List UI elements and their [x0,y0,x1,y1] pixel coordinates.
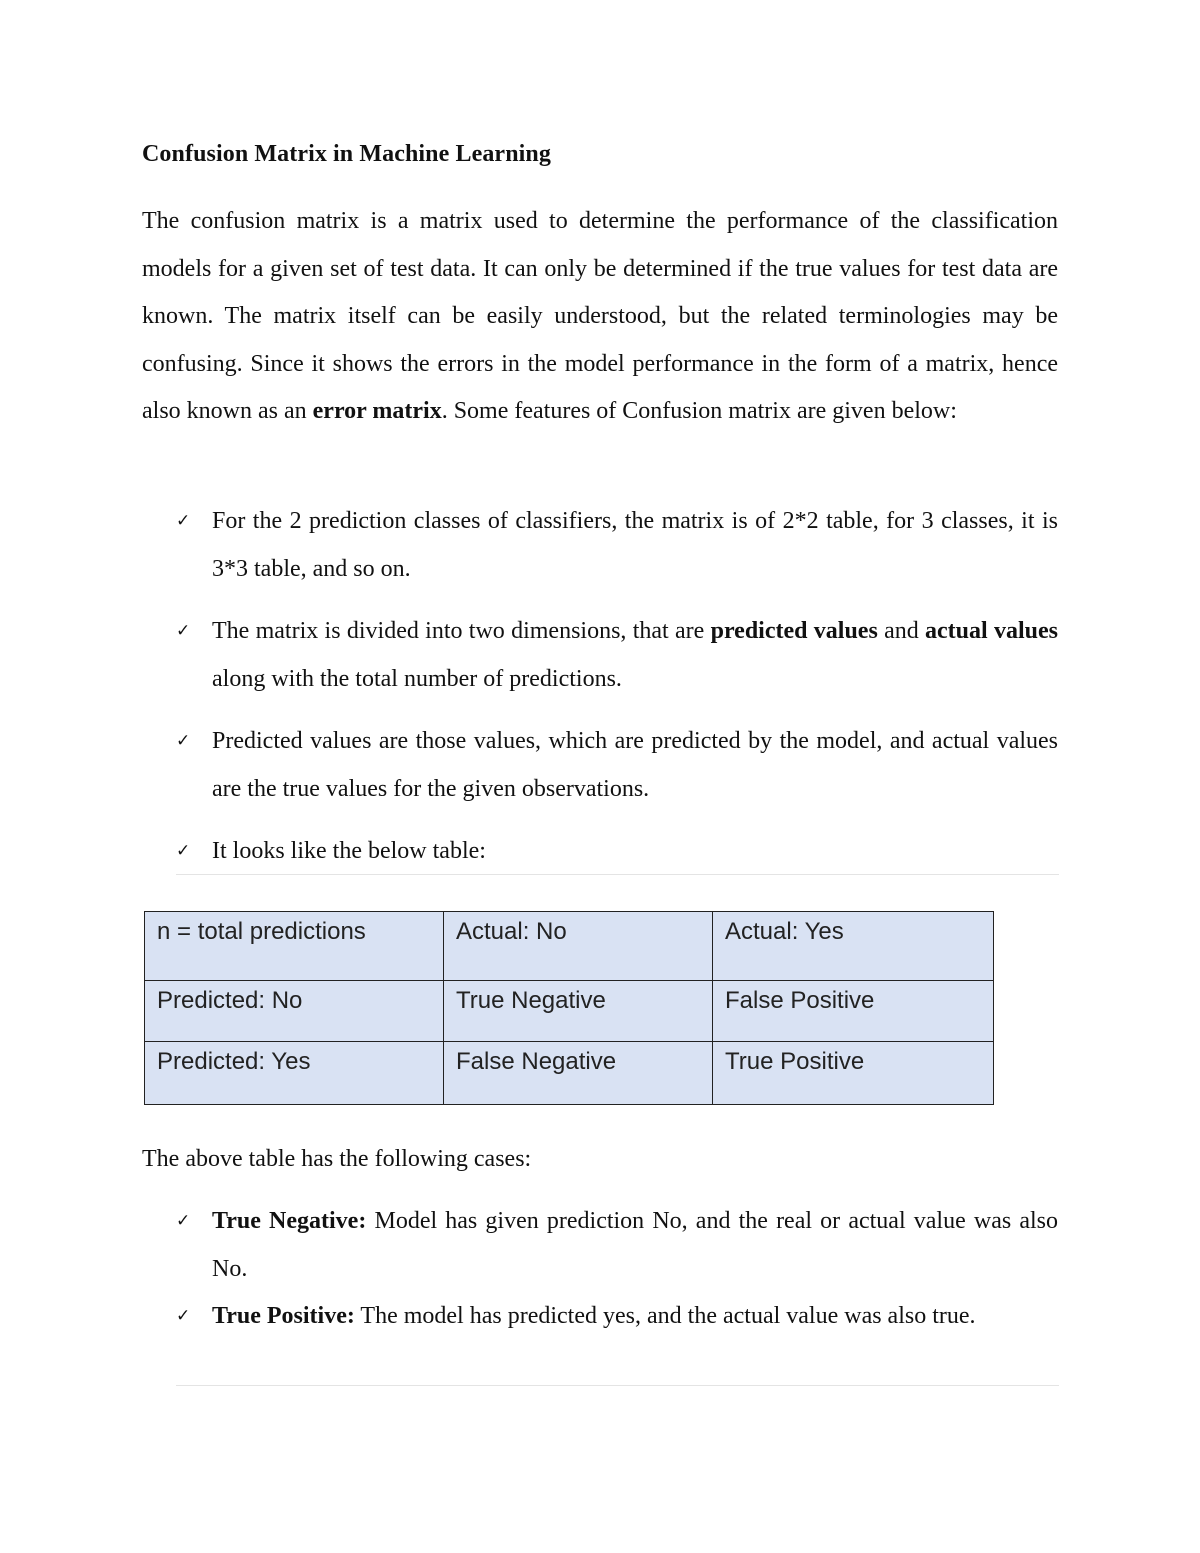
table-cell: Predicted: Yes [145,1042,444,1105]
case-term: True Negative: [212,1208,367,1234]
table-cell: True Negative [444,981,713,1042]
list-item [142,1293,1058,1341]
checkmark-icon: ✓ [176,621,191,641]
cases-list [142,1198,1058,1341]
features-list [142,498,1058,876]
divider [176,874,1059,875]
table-cell: Predicted: No [145,981,444,1042]
case-term: True Positive: [212,1303,355,1329]
cases-intro: The above table has the following cases: [142,1146,532,1172]
intro-text: The confusion matrix is a matrix used to determine the performance of the classification models for a given set of test data. It can only be determined if the true values for test data are known. The matrix itself can be easily understood, but the related terminologies may be confusing. Since it shows the errors in the model performance in the form of a matrix, hence also known as an [142,208,1058,424]
table-row [145,912,994,981]
table-cell: Actual: No [444,912,713,981]
checkmark-icon: ✓ [176,731,191,751]
feature-text: For the 2 prediction classes of classifiers, the matrix is of 2*2 table, for 3 classes, it is 3*3 table, and so on. [212,508,1058,582]
table-cell: False Positive [713,981,994,1042]
intro-text-end: . Some features of Confusion matrix are given below: [441,398,957,424]
case-description: The model has predicted yes, and the actual value was also true. [354,1303,976,1329]
feature-text: along with the total number of predictions. [212,665,622,692]
feature-text: It looks like the below table: [212,838,486,864]
table-row [145,981,994,1042]
checkmark-icon: ✓ [176,511,191,531]
intro-bold-term: error matrix [312,398,442,424]
table-cell: True Positive [713,1042,994,1105]
divider [176,1385,1059,1386]
feature-text: Predicted values are those values, which are predicted by the model, and actual values are the true values for the given observations. [212,728,1058,802]
table-cell: False Negative [444,1042,713,1105]
feature-bold-term: actual values [925,618,1058,644]
document-title: Confusion Matrix in Machine Learning [142,141,551,167]
feature-text: and [877,618,926,644]
case-description: Model has given prediction No, and the real or actual value was also No. [212,1208,1058,1282]
intro-paragraph [142,198,1058,436]
checkmark-icon: ✓ [176,1306,191,1326]
table-cell: n = total predictions [145,912,444,981]
checkmark-icon: ✓ [176,1211,191,1231]
list-item [142,718,1058,813]
list-item [142,1198,1058,1293]
checkmark-icon: ✓ [176,841,191,861]
table-cell: Actual: Yes [713,912,994,981]
feature-bold-term: predicted values [710,618,878,644]
list-item [142,828,1058,876]
list-item [142,608,1058,703]
feature-text: The matrix is divided into two dimensions, that are [212,618,711,644]
table-row [145,1042,994,1105]
confusion-matrix-table [144,911,994,1105]
list-item [142,498,1058,593]
